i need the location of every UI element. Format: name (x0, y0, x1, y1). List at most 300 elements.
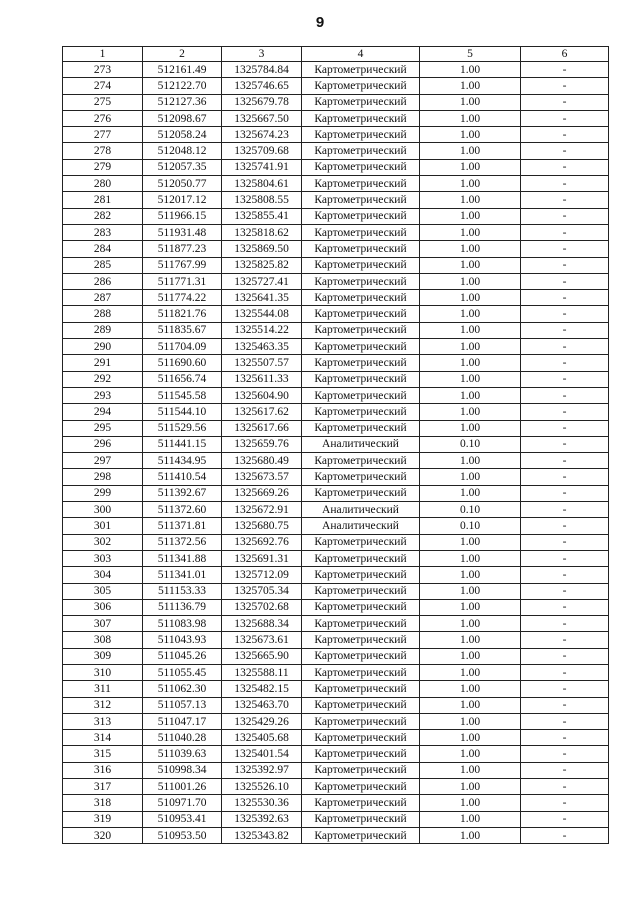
note-cell: - (521, 62, 609, 78)
point-number-cell: 277 (63, 127, 143, 143)
table-row (63, 827, 609, 843)
y-coordinate-cell: 1325482.15 (222, 681, 302, 697)
point-number-cell: 294 (63, 404, 143, 420)
x-coordinate-cell: 511441.15 (143, 436, 222, 452)
note-cell: - (521, 469, 609, 485)
method-cell: Картометрический (302, 208, 420, 224)
table-row (63, 648, 609, 664)
point-number-cell: 299 (63, 485, 143, 501)
method-cell: Картометрический (302, 681, 420, 697)
note-cell: - (521, 404, 609, 420)
note-cell: - (521, 420, 609, 436)
table-row (63, 469, 609, 485)
point-number-cell: 305 (63, 583, 143, 599)
note-cell: - (521, 453, 609, 469)
table-row (63, 534, 609, 550)
method-cell: Картометрический (302, 583, 420, 599)
note-cell: - (521, 648, 609, 664)
table-row (63, 583, 609, 599)
note-cell: - (521, 176, 609, 192)
method-cell: Картометрический (302, 355, 420, 371)
note-cell: - (521, 127, 609, 143)
y-coordinate-cell: 1325869.50 (222, 241, 302, 257)
method-cell: Картометрический (302, 599, 420, 615)
y-coordinate-cell: 1325702.68 (222, 599, 302, 615)
y-coordinate-cell: 1325709.68 (222, 143, 302, 159)
method-cell: Картометрический (302, 811, 420, 827)
table-row (63, 485, 609, 501)
y-coordinate-cell: 1325680.49 (222, 453, 302, 469)
method-cell: Картометрический (302, 339, 420, 355)
table-row (63, 387, 609, 403)
note-cell: - (521, 827, 609, 843)
note-cell: - (521, 518, 609, 534)
x-coordinate-cell: 511372.56 (143, 534, 222, 550)
table-row (63, 616, 609, 632)
x-coordinate-cell: 511774.22 (143, 290, 222, 306)
accuracy-cell: 1.00 (420, 127, 521, 143)
method-cell: Картометрический (302, 616, 420, 632)
table-row (63, 664, 609, 680)
table-row (63, 110, 609, 126)
method-cell: Картометрический (302, 143, 420, 159)
point-number-cell: 317 (63, 779, 143, 795)
point-number-cell: 309 (63, 648, 143, 664)
column-header: 2 (143, 47, 222, 62)
y-coordinate-cell: 1325673.57 (222, 469, 302, 485)
note-cell: - (521, 110, 609, 126)
x-coordinate-cell: 512017.12 (143, 192, 222, 208)
method-cell: Картометрический (302, 127, 420, 143)
x-coordinate-cell: 511767.99 (143, 257, 222, 273)
y-coordinate-cell: 1325784.84 (222, 62, 302, 78)
point-number-cell: 320 (63, 827, 143, 843)
point-number-cell: 273 (63, 62, 143, 78)
x-coordinate-cell: 510998.34 (143, 762, 222, 778)
method-cell: Картометрический (302, 273, 420, 289)
note-cell: - (521, 583, 609, 599)
accuracy-cell: 1.00 (420, 306, 521, 322)
table-row (63, 420, 609, 436)
accuracy-cell: 1.00 (420, 713, 521, 729)
method-cell: Картометрический (302, 306, 420, 322)
x-coordinate-cell: 512057.35 (143, 159, 222, 175)
note-cell: - (521, 664, 609, 680)
y-coordinate-cell: 1325544.08 (222, 306, 302, 322)
column-header: 5 (420, 47, 521, 62)
table-row (63, 811, 609, 827)
table-row (63, 697, 609, 713)
note-cell: - (521, 257, 609, 273)
y-coordinate-cell: 1325588.11 (222, 664, 302, 680)
accuracy-cell: 1.00 (420, 241, 521, 257)
point-number-cell: 275 (63, 94, 143, 110)
note-cell: - (521, 534, 609, 550)
accuracy-cell: 1.00 (420, 322, 521, 338)
y-coordinate-cell: 1325405.68 (222, 730, 302, 746)
y-coordinate-cell: 1325741.91 (222, 159, 302, 175)
method-cell: Картометрический (302, 730, 420, 746)
y-coordinate-cell: 1325665.90 (222, 648, 302, 664)
accuracy-cell: 1.00 (420, 420, 521, 436)
accuracy-cell: 1.00 (420, 746, 521, 762)
point-number-cell: 293 (63, 387, 143, 403)
point-number-cell: 314 (63, 730, 143, 746)
x-coordinate-cell: 511136.79 (143, 599, 222, 615)
accuracy-cell: 1.00 (420, 143, 521, 159)
point-number-cell: 313 (63, 713, 143, 729)
method-cell: Картометрический (302, 762, 420, 778)
column-header: 3 (222, 47, 302, 62)
note-cell: - (521, 697, 609, 713)
table-row (63, 404, 609, 420)
x-coordinate-cell: 512050.77 (143, 176, 222, 192)
x-coordinate-cell: 511656.74 (143, 371, 222, 387)
table-row (63, 371, 609, 387)
note-cell: - (521, 485, 609, 501)
y-coordinate-cell: 1325705.34 (222, 583, 302, 599)
table-row (63, 339, 609, 355)
note-cell: - (521, 355, 609, 371)
method-cell: Картометрический (302, 779, 420, 795)
note-cell: - (521, 762, 609, 778)
note-cell: - (521, 502, 609, 518)
accuracy-cell: 1.00 (420, 62, 521, 78)
y-coordinate-cell: 1325530.36 (222, 795, 302, 811)
note-cell: - (521, 78, 609, 94)
table-row (63, 306, 609, 322)
accuracy-cell: 1.00 (420, 762, 521, 778)
note-cell: - (521, 387, 609, 403)
y-coordinate-cell: 1325855.41 (222, 208, 302, 224)
y-coordinate-cell: 1325825.82 (222, 257, 302, 273)
method-cell: Картометрический (302, 78, 420, 94)
note-cell: - (521, 159, 609, 175)
note-cell: - (521, 273, 609, 289)
note-cell: - (521, 94, 609, 110)
accuracy-cell: 1.00 (420, 811, 521, 827)
page-number: 9 (315, 14, 325, 31)
accuracy-cell: 1.00 (420, 616, 521, 632)
accuracy-cell: 1.00 (420, 550, 521, 566)
y-coordinate-cell: 1325818.62 (222, 224, 302, 240)
y-coordinate-cell: 1325680.75 (222, 518, 302, 534)
x-coordinate-cell: 511062.30 (143, 681, 222, 697)
x-coordinate-cell: 510953.41 (143, 811, 222, 827)
table-row (63, 143, 609, 159)
point-number-cell: 280 (63, 176, 143, 192)
x-coordinate-cell: 510971.70 (143, 795, 222, 811)
method-cell: Картометрический (302, 62, 420, 78)
x-coordinate-cell: 512127.36 (143, 94, 222, 110)
point-number-cell: 286 (63, 273, 143, 289)
y-coordinate-cell: 1325672.91 (222, 502, 302, 518)
table-row (63, 290, 609, 306)
y-coordinate-cell: 1325727.41 (222, 273, 302, 289)
accuracy-cell: 1.00 (420, 94, 521, 110)
note-cell: - (521, 290, 609, 306)
x-coordinate-cell: 511410.54 (143, 469, 222, 485)
table-row (63, 176, 609, 192)
accuracy-cell: 1.00 (420, 697, 521, 713)
accuracy-cell: 1.00 (420, 192, 521, 208)
point-number-cell: 298 (63, 469, 143, 485)
point-number-cell: 304 (63, 567, 143, 583)
table-row (63, 436, 609, 452)
coordinates-table (62, 46, 609, 844)
table-row (63, 192, 609, 208)
method-cell: Картометрический (302, 485, 420, 501)
table-body (63, 62, 609, 844)
y-coordinate-cell: 1325667.50 (222, 110, 302, 126)
point-number-cell: 303 (63, 550, 143, 566)
point-number-cell: 301 (63, 518, 143, 534)
point-number-cell: 306 (63, 599, 143, 615)
method-cell: Картометрический (302, 664, 420, 680)
accuracy-cell: 1.00 (420, 257, 521, 273)
y-coordinate-cell: 1325691.31 (222, 550, 302, 566)
table-row (63, 632, 609, 648)
accuracy-cell: 1.00 (420, 404, 521, 420)
table-row (63, 322, 609, 338)
y-coordinate-cell: 1325514.22 (222, 322, 302, 338)
method-cell: Картометрический (302, 469, 420, 485)
note-cell: - (521, 339, 609, 355)
method-cell: Картометрический (302, 632, 420, 648)
y-coordinate-cell: 1325804.61 (222, 176, 302, 192)
accuracy-cell: 1.00 (420, 730, 521, 746)
x-coordinate-cell: 511704.09 (143, 339, 222, 355)
x-coordinate-cell: 511545.58 (143, 387, 222, 403)
table-row (63, 453, 609, 469)
x-coordinate-cell: 511153.33 (143, 583, 222, 599)
point-number-cell: 289 (63, 322, 143, 338)
method-cell: Картометрический (302, 176, 420, 192)
method-cell: Картометрический (302, 453, 420, 469)
y-coordinate-cell: 1325673.61 (222, 632, 302, 648)
column-header: 6 (521, 47, 609, 62)
point-number-cell: 292 (63, 371, 143, 387)
y-coordinate-cell: 1325392.97 (222, 762, 302, 778)
note-cell: - (521, 811, 609, 827)
point-number-cell: 312 (63, 697, 143, 713)
y-coordinate-cell: 1325611.33 (222, 371, 302, 387)
point-number-cell: 297 (63, 453, 143, 469)
x-coordinate-cell: 510953.50 (143, 827, 222, 843)
table-row (63, 257, 609, 273)
accuracy-cell: 1.00 (420, 273, 521, 289)
table-row (63, 502, 609, 518)
method-cell: Картометрический (302, 404, 420, 420)
note-cell: - (521, 224, 609, 240)
accuracy-cell: 1.00 (420, 599, 521, 615)
x-coordinate-cell: 511001.26 (143, 779, 222, 795)
note-cell: - (521, 713, 609, 729)
table-row (63, 273, 609, 289)
table-row (63, 550, 609, 566)
accuracy-cell: 0.10 (420, 518, 521, 534)
accuracy-cell: 1.00 (420, 110, 521, 126)
y-coordinate-cell: 1325392.63 (222, 811, 302, 827)
table-row (63, 779, 609, 795)
x-coordinate-cell: 511544.10 (143, 404, 222, 420)
accuracy-cell: 1.00 (420, 371, 521, 387)
note-cell: - (521, 371, 609, 387)
point-number-cell: 288 (63, 306, 143, 322)
method-cell: Аналитический (302, 436, 420, 452)
x-coordinate-cell: 511083.98 (143, 616, 222, 632)
note-cell: - (521, 779, 609, 795)
note-cell: - (521, 436, 609, 452)
method-cell: Картометрический (302, 290, 420, 306)
point-number-cell: 296 (63, 436, 143, 452)
method-cell: Картометрический (302, 567, 420, 583)
y-coordinate-cell: 1325463.70 (222, 697, 302, 713)
method-cell: Картометрический (302, 159, 420, 175)
table-row (63, 713, 609, 729)
note-cell: - (521, 746, 609, 762)
accuracy-cell: 1.00 (420, 208, 521, 224)
accuracy-cell: 1.00 (420, 795, 521, 811)
accuracy-cell: 1.00 (420, 827, 521, 843)
note-cell: - (521, 322, 609, 338)
x-coordinate-cell: 512048.12 (143, 143, 222, 159)
table-row (63, 518, 609, 534)
method-cell: Картометрический (302, 387, 420, 403)
point-number-cell: 308 (63, 632, 143, 648)
accuracy-cell: 1.00 (420, 485, 521, 501)
accuracy-cell: 1.00 (420, 159, 521, 175)
accuracy-cell: 1.00 (420, 779, 521, 795)
method-cell: Картометрический (302, 322, 420, 338)
point-number-cell: 281 (63, 192, 143, 208)
y-coordinate-cell: 1325526.10 (222, 779, 302, 795)
y-coordinate-cell: 1325712.09 (222, 567, 302, 583)
accuracy-cell: 1.00 (420, 453, 521, 469)
table-row (63, 241, 609, 257)
x-coordinate-cell: 511043.93 (143, 632, 222, 648)
method-cell: Картометрический (302, 241, 420, 257)
point-number-cell: 287 (63, 290, 143, 306)
accuracy-cell: 1.00 (420, 534, 521, 550)
point-number-cell: 319 (63, 811, 143, 827)
point-number-cell: 276 (63, 110, 143, 126)
method-cell: Картометрический (302, 371, 420, 387)
x-coordinate-cell: 511835.67 (143, 322, 222, 338)
x-coordinate-cell: 511371.81 (143, 518, 222, 534)
y-coordinate-cell: 1325401.54 (222, 746, 302, 762)
y-coordinate-cell: 1325669.26 (222, 485, 302, 501)
note-cell: - (521, 143, 609, 159)
method-cell: Картометрический (302, 648, 420, 664)
note-cell: - (521, 192, 609, 208)
x-coordinate-cell: 511057.13 (143, 697, 222, 713)
table-row (63, 730, 609, 746)
table-row (63, 94, 609, 110)
point-number-cell: 291 (63, 355, 143, 371)
table-row (63, 78, 609, 94)
x-coordinate-cell: 511771.31 (143, 273, 222, 289)
x-coordinate-cell: 511434.95 (143, 453, 222, 469)
method-cell: Картометрический (302, 550, 420, 566)
note-cell: - (521, 681, 609, 697)
point-number-cell: 315 (63, 746, 143, 762)
y-coordinate-cell: 1325604.90 (222, 387, 302, 403)
table-row (63, 355, 609, 371)
method-cell: Аналитический (302, 502, 420, 518)
method-cell: Картометрический (302, 746, 420, 762)
method-cell: Картометрический (302, 795, 420, 811)
accuracy-cell: 1.00 (420, 387, 521, 403)
accuracy-cell: 1.00 (420, 583, 521, 599)
table-header-row (63, 47, 609, 62)
x-coordinate-cell: 511966.15 (143, 208, 222, 224)
note-cell: - (521, 795, 609, 811)
point-number-cell: 310 (63, 664, 143, 680)
column-header: 4 (302, 47, 420, 62)
table-row (63, 208, 609, 224)
accuracy-cell: 1.00 (420, 78, 521, 94)
accuracy-cell: 1.00 (420, 648, 521, 664)
method-cell: Аналитический (302, 518, 420, 534)
x-coordinate-cell: 511372.60 (143, 502, 222, 518)
y-coordinate-cell: 1325507.57 (222, 355, 302, 371)
x-coordinate-cell: 512161.49 (143, 62, 222, 78)
y-coordinate-cell: 1325429.26 (222, 713, 302, 729)
y-coordinate-cell: 1325463.35 (222, 339, 302, 355)
point-number-cell: 290 (63, 339, 143, 355)
point-number-cell: 307 (63, 616, 143, 632)
table-row (63, 224, 609, 240)
x-coordinate-cell: 511045.26 (143, 648, 222, 664)
accuracy-cell: 1.00 (420, 681, 521, 697)
note-cell: - (521, 730, 609, 746)
y-coordinate-cell: 1325679.78 (222, 94, 302, 110)
accuracy-cell: 0.10 (420, 502, 521, 518)
table-row (63, 681, 609, 697)
x-coordinate-cell: 511341.88 (143, 550, 222, 566)
note-cell: - (521, 599, 609, 615)
x-coordinate-cell: 512058.24 (143, 127, 222, 143)
accuracy-cell: 1.00 (420, 290, 521, 306)
method-cell: Картометрический (302, 534, 420, 550)
method-cell: Картометрический (302, 224, 420, 240)
point-number-cell: 318 (63, 795, 143, 811)
y-coordinate-cell: 1325617.62 (222, 404, 302, 420)
point-number-cell: 302 (63, 534, 143, 550)
x-coordinate-cell: 511690.60 (143, 355, 222, 371)
method-cell: Картометрический (302, 110, 420, 126)
x-coordinate-cell: 511529.56 (143, 420, 222, 436)
table-row (63, 62, 609, 78)
point-number-cell: 300 (63, 502, 143, 518)
y-coordinate-cell: 1325659.76 (222, 436, 302, 452)
accuracy-cell: 1.00 (420, 339, 521, 355)
method-cell: Картометрический (302, 257, 420, 273)
accuracy-cell: 1.00 (420, 355, 521, 371)
y-coordinate-cell: 1325674.23 (222, 127, 302, 143)
point-number-cell: 283 (63, 224, 143, 240)
x-coordinate-cell: 511055.45 (143, 664, 222, 680)
y-coordinate-cell: 1325808.55 (222, 192, 302, 208)
table-row (63, 567, 609, 583)
x-coordinate-cell: 511392.67 (143, 485, 222, 501)
table-row (63, 762, 609, 778)
y-coordinate-cell: 1325617.66 (222, 420, 302, 436)
y-coordinate-cell: 1325641.35 (222, 290, 302, 306)
x-coordinate-cell: 511341.01 (143, 567, 222, 583)
note-cell: - (521, 241, 609, 257)
